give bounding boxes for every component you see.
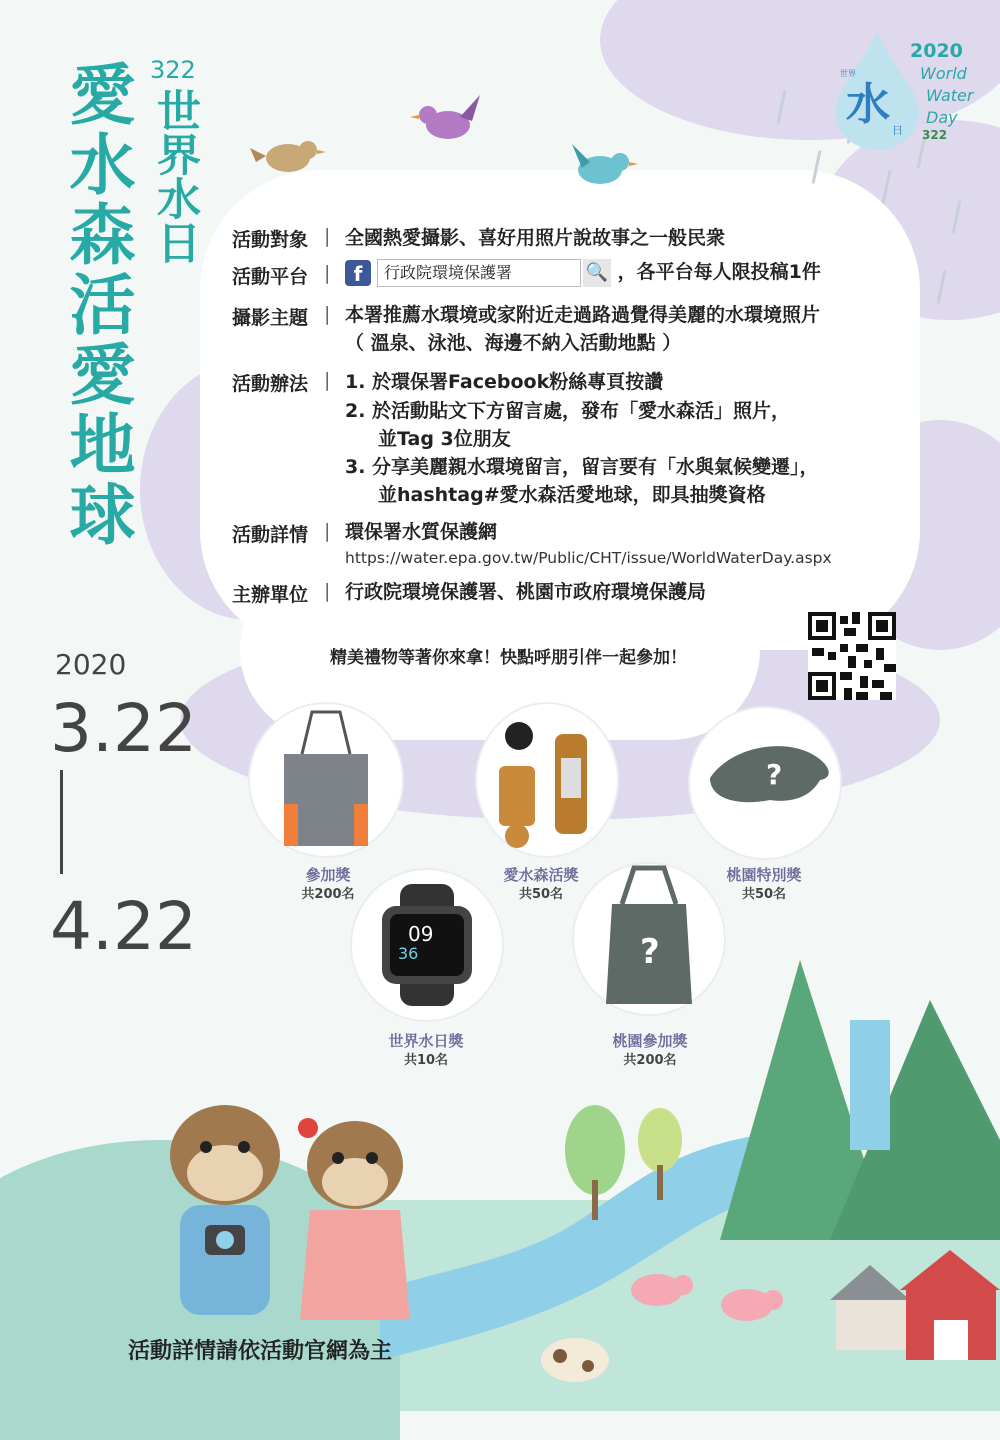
- platform-value: [345, 258, 821, 287]
- detail-value: 環保署水質保護網: [345, 521, 498, 543]
- logo-small-left: 世界: [840, 69, 856, 78]
- prize-count-1: 共200名: [301, 887, 355, 902]
- logo-line2: Water: [926, 86, 974, 105]
- detail-url[interactable]: https://water.epa.gov.tw/Public/CHT/issue/WorldWaterDay.aspx: [345, 549, 832, 567]
- method-1: 1. 於環保署Facebook粉絲專頁按讚: [345, 371, 664, 393]
- detail-label: 活動詳情: [232, 524, 309, 546]
- prize-image-mystery-1: [688, 706, 842, 860]
- prize-name-5: 桃園參加獎: [612, 1032, 688, 1050]
- prize-name-2: 愛水森活獎: [503, 866, 579, 884]
- separator: |: [324, 520, 331, 542]
- subtitle-number: 322: [150, 56, 196, 84]
- qr-code[interactable]: [808, 612, 896, 700]
- method-2a: 2. 於活動貼文下方留言處，發布「愛水森活」照片，: [345, 400, 791, 422]
- prize-count-2: 共50名: [518, 887, 564, 902]
- prize-name-1: 參加獎: [305, 866, 351, 884]
- watch-time-top: 09: [408, 922, 434, 946]
- prize-name-3: 桃園特別獎: [726, 866, 802, 884]
- logo-glyph: 水: [846, 79, 890, 130]
- prize-name-4: 世界水日獎: [388, 1032, 464, 1050]
- tote-bag-icon: [250, 704, 402, 856]
- method-2b: 並Tag 3位朋友: [378, 428, 511, 450]
- theme-line2: （ 溫泉、泳池、海邊不納入活動地點 ）: [345, 332, 682, 354]
- target-value: 全國熱愛攝影、喜好用照片說故事之一般民衆: [345, 227, 726, 249]
- prize-image-lantern: [475, 702, 619, 858]
- date-divider: [60, 770, 63, 874]
- logo-number: 322: [922, 128, 948, 142]
- world-water-day-logo: [830, 30, 990, 150]
- search-icon[interactable]: 🔍: [583, 259, 611, 287]
- method-label: 活動辦法: [232, 373, 309, 395]
- main-title: 愛水森活愛地球: [58, 60, 135, 550]
- org-label: 主辦單位: [232, 584, 309, 606]
- mystery-shape-icon: [690, 708, 840, 858]
- mascot-otter-boy: [150, 1095, 300, 1335]
- subtitle: 世界水日: [149, 88, 200, 264]
- mascot-otter-girl: [290, 1110, 420, 1340]
- logo-line1: World: [920, 64, 967, 83]
- method-3a: 3. 分享美麗親水環境留言，留言要有「水與氣候變遷」，: [345, 456, 819, 478]
- theme-label: 攝影主題: [232, 307, 309, 329]
- target-label: 活動對象: [232, 229, 309, 251]
- theme-line1: 本署推薦水環境或家附近走過路過覺得美麗的水環境照片: [345, 304, 821, 326]
- mountains: [720, 940, 1000, 1240]
- method-3b: 並hashtag#愛水森活愛地球，即具抽獎資格: [378, 484, 766, 506]
- prize-image-watch: [350, 868, 504, 1022]
- callout-text: 精美禮物等著你來拿！快點呼朋引伴一起參加！: [330, 648, 687, 668]
- event-year: 2020: [55, 648, 127, 681]
- lantern-icon: [477, 704, 617, 856]
- prize-image-tote-bag: [248, 702, 404, 858]
- separator: |: [324, 303, 331, 325]
- logo-small-right: 日: [892, 124, 903, 137]
- separator: |: [324, 225, 331, 247]
- cow-icon: [530, 1320, 620, 1395]
- bird-icon: [410, 95, 490, 150]
- separator: |: [324, 262, 331, 284]
- bird-icon: [560, 140, 640, 195]
- platform-note: ，各平台每人限投稿1件: [617, 261, 821, 283]
- facebook-icon[interactable]: f: [345, 260, 371, 286]
- trees: [560, 1100, 700, 1220]
- logo-line3: Day: [926, 108, 958, 127]
- watch-time-bottom: 36: [398, 944, 419, 963]
- question-mark: ?: [766, 758, 783, 791]
- prize-count-4: 共10名: [403, 1053, 449, 1068]
- start-date: 3.22: [50, 690, 197, 767]
- logo-year: 2020: [910, 40, 963, 62]
- bird-icon: [248, 130, 328, 180]
- separator: |: [324, 580, 331, 602]
- platform-search-box[interactable]: 行政院環境保護署: [377, 259, 581, 287]
- prize-image-mystery-2: [572, 862, 726, 1016]
- question-mark: ?: [640, 932, 660, 972]
- end-date: 4.22: [50, 888, 197, 965]
- pig-icon: [625, 1265, 695, 1315]
- org-value: 行政院環境保護署、桃園市政府環境保護局: [345, 581, 707, 603]
- farm-house: [830, 1240, 1000, 1370]
- separator: |: [324, 369, 331, 391]
- prize-count-5: 共200名: [623, 1053, 677, 1068]
- pig-icon: [715, 1280, 785, 1330]
- platform-label: 活動平台: [232, 266, 309, 288]
- prize-count-3: 共50名: [741, 887, 787, 902]
- footer-note: 活動詳情請依活動官網為主: [128, 1339, 393, 1364]
